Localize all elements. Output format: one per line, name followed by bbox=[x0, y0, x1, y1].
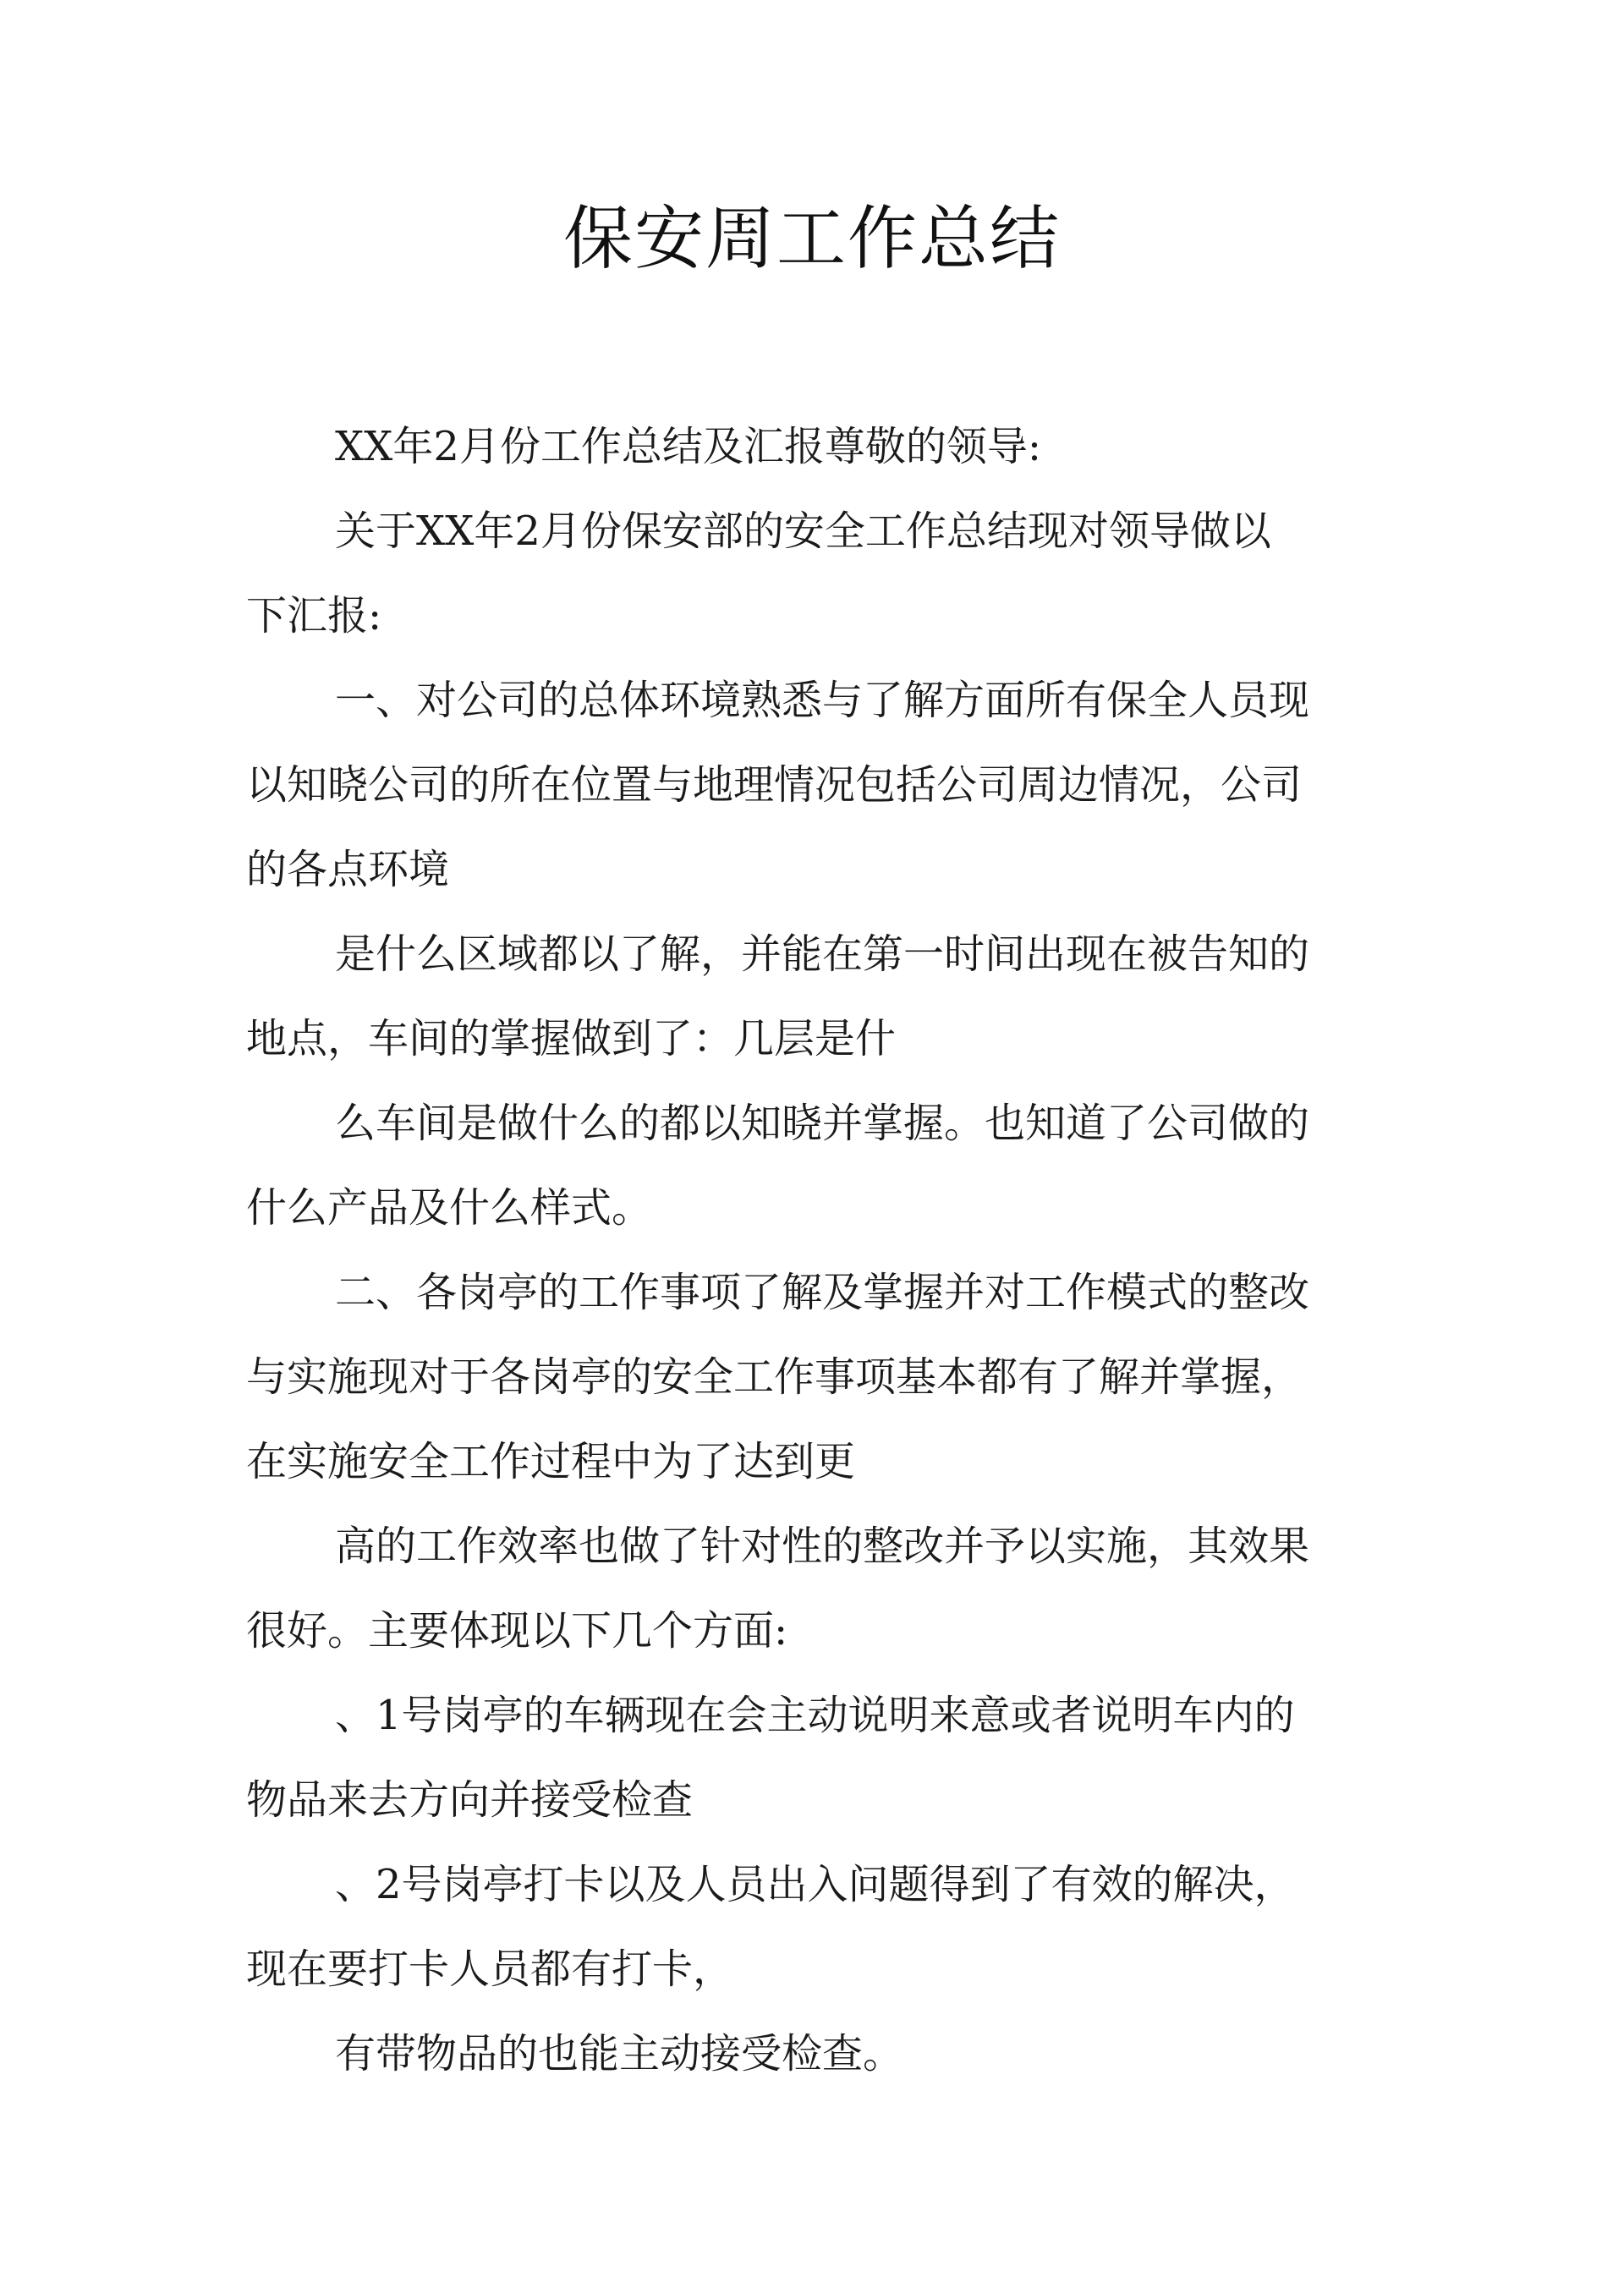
paragraph-section-one-end: 么车间是做什么的都以知晓并掌握。也知道了公司做的 什么产品及什么样式。 bbox=[246, 1100, 1310, 1232]
paragraph-section-two-cont: 高的工作效率也做了针对性的整改并予以实施，其效果 很好。主要体现以下几个方面: bbox=[246, 1523, 1310, 1655]
paragraph-post-one: 、1号岗亭的车辆现在会主动说明来意或者说明车内的 物品来去方向并接受检查 bbox=[246, 1692, 1295, 1824]
paragraph-post-two-end: 有带物品的也能主动接受检查。 bbox=[335, 2030, 904, 2077]
paragraph-greeting: XX年2月份工作总结及汇报尊敬的领导: bbox=[335, 423, 1042, 470]
paragraph-section-one: 一、对公司的总体环境熟悉与了解方面所有保全人员现 以知晓公司的所在位置与地理情况包括公司周边情况，公司 的各点环境 bbox=[246, 677, 1310, 893]
document-body bbox=[246, 404, 1378, 2096]
document-title: 保安周工作总结 bbox=[562, 199, 1061, 279]
paragraph-post-two: 、2号岗亭打卡以及人员出入问题得到了有效的解决， 现在要打卡人员都有打卡， bbox=[246, 1861, 1295, 1993]
paragraph-section-one-cont: 是什么区域都以了解，并能在第一时间出现在被告知的 地点，车间的掌握做到了：几层是什 bbox=[246, 930, 1310, 1062]
paragraph-section-two: 二、各岗亭的工作事项了解及掌握并对工作模式的整改 与实施现对于各岗亭的安全工作事项基本都有了解并掌握， 在实施安全工作过程中为了达到更 bbox=[246, 1269, 1310, 1485]
paragraph-intro: 关于XX年2月份保安部的安全工作总结现对领导做以 下汇报: bbox=[246, 508, 1271, 639]
